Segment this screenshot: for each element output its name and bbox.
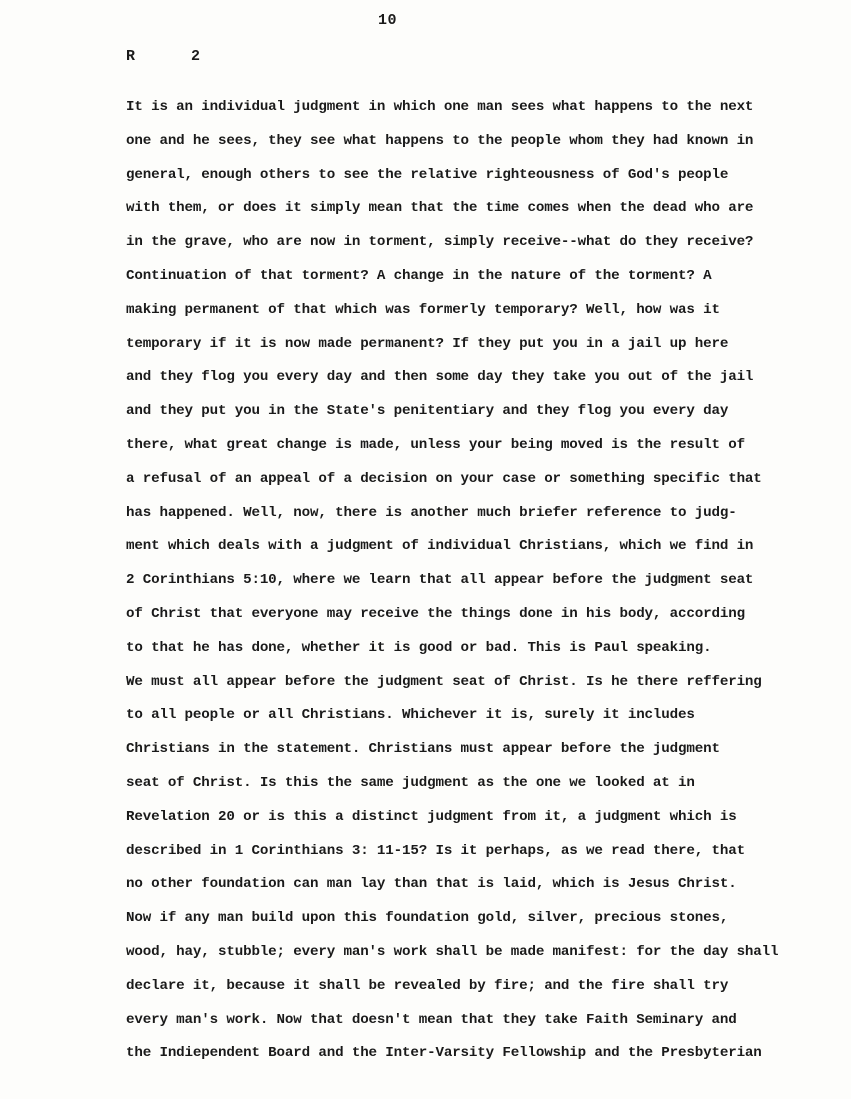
text-line: Now if any man build upon this foundation gold, silver, precious stones, [126,910,729,927]
text-line: seat of Christ. Is this the same judgment as the one we looked at in [126,774,695,791]
text-line: wood, hay, stubble; every man's work shall be made manifest: for the day shall [126,943,779,960]
text-line: no other foundation can man lay than that is laid, which is Jesus Christ. [126,876,737,893]
text-line: temporary if it is now made permanent? If they put you in a jail up here [126,335,729,352]
text-line: one and he sees, they see what happens to the people whom they had known in [126,132,754,149]
reference-letter: R [126,48,136,65]
body-text [126,96,826,1076]
text-line: making permanent of that which was formerly temporary? Well, how was it [126,301,720,318]
text-line: We must all appear before the judgment seat of Christ. Is he there reffering [126,673,762,690]
text-line: and they flog you every day and then some day they take you out of the jail [126,369,754,386]
text-line: declare it, because it shall be revealed by fire; and the fire shall try [126,977,729,994]
reference-number: 2 [191,48,201,65]
text-line: and they put you in the State's penitentiary and they flog you every day [126,403,729,420]
text-line: in the grave, who are now in torment, simply receive--what do they receive? [126,234,754,251]
text-line: described in 1 Corinthians 3: 11-15? Is it perhaps, as we read there, that [126,842,745,859]
text-line: Continuation of that torment? A change in the nature of the torment? A [126,267,712,284]
text-line: every man's work. Now that doesn't mean that they take Faith Seminary and [126,1011,737,1028]
text-line: 2 Corinthians 5:10, where we learn that all appear before the judgment seat [126,572,754,589]
text-line: to all people or all Christians. Whichever it is, surely it includes [126,707,695,724]
text-line: Revelation 20 or is this a distinct judgment from it, a judgment which is [126,808,737,825]
text-line: It is an individual judgment in which one man sees what happens to the next [126,99,754,115]
text-line: ment which deals with a judgment of individual Christians, which we find in [126,538,754,555]
text-line: a refusal of an appeal of a decision on your case or something specific that [126,470,762,487]
text-line: with them, or does it simply mean that the time comes when the dead who are [126,200,754,217]
text-line: to that he has done, whether it is good or bad. This is Paul speaking. [126,639,712,656]
text-line: has happened. Well, now, there is another much briefer reference to judg- [126,504,737,521]
text-line: of Christ that everyone may receive the things done in his body, according [126,605,745,622]
text-line: Christians in the statement. Christians must appear before the judgment [126,741,720,758]
text-line: general, enough others to see the relative righteousness of God's people [126,166,729,183]
text-line: the Indiependent Board and the Inter-Varsity Fellowship and the Presbyterian [126,1045,762,1062]
page-number: 10 [378,12,398,29]
text-line: there, what great change is made, unless your being moved is the result of [126,436,745,453]
